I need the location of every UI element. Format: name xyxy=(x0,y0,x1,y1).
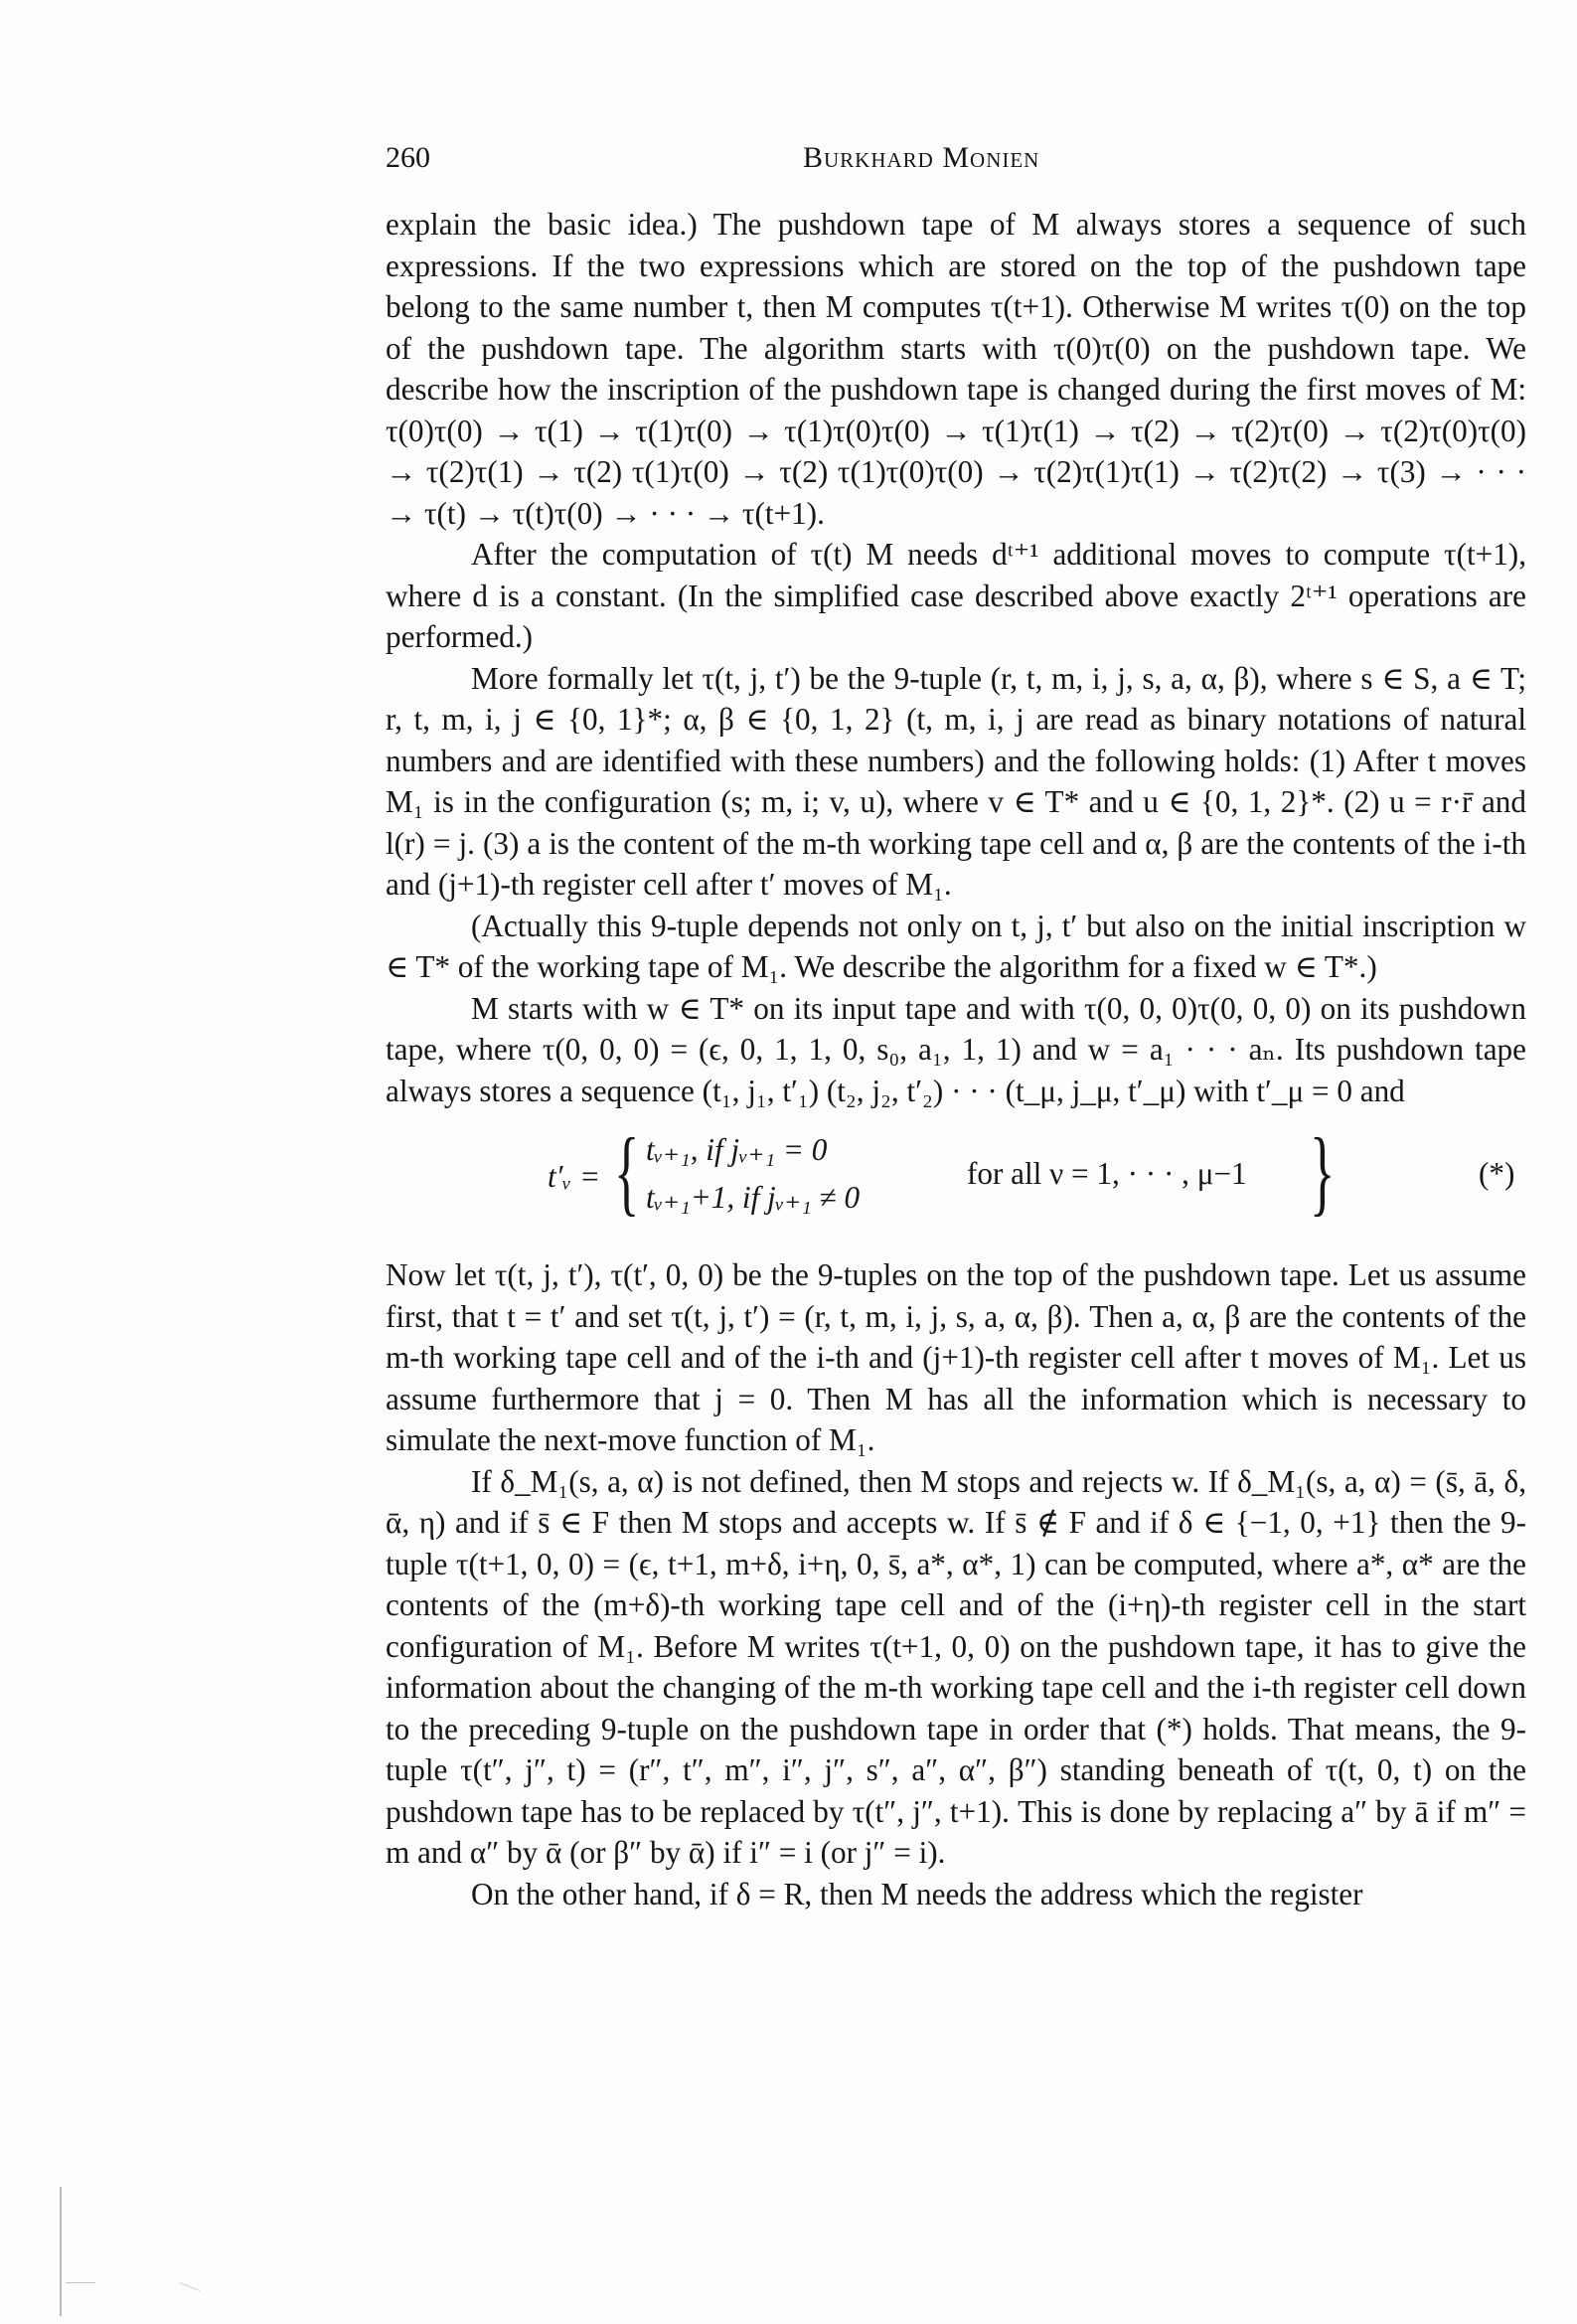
equation-lhs: t′ᵥ = xyxy=(548,1159,601,1194)
page-number: 260 xyxy=(386,141,430,174)
paragraph-4: (Actually this 9-tuple depends not only on t, j, t′ but also on the initial inscription w ∈ T* of the working tape of M₁. We describe the algorithm for a fixed w ∈ T*.) xyxy=(386,908,1526,984)
equation-tag: (*) xyxy=(1479,1156,1515,1191)
paragraph-7: If δ_M₁(s, a, α) is not defined, then M stops and rejects w. If δ_M₁(s, a, α) = (s̄, ā, δ, ᾱ, η) and if s̄ ∈ F then M stops and accepts w. If s̄ ∉ F and if δ ∈ {−1, 0, +1} then the 9-tuple τ(t+1, 0, 0) = (ϵ, t+1, m+δ, i+η, 0, s̄, a*, α*, 1) can be computed, where a*, α* are the contents of the (m+δ)-th working tape cell and of the (i+η)-th register cell in the start configuration of M₁. Before M writes τ(t+1, 0, 0) on the pushdown tape, it has to give the information about the changing of the m-th working tape cell and the i-th register cell down to the preceding 9-tuple on the pushdown tape in order that (*) holds. That means, the 9-tuple τ(t″, j″, t) = (r″, t″, m″, i″, j″, s″, a″, α″, β″) standing beneath of τ(t, 0, t) on the pushdown tape has to be replaced by τ(t″, j″, t+1). This is done by replacing a″ by ā if m″ = m and α″ by ᾱ (or β″ by ᾱ) if i″ = i (or j″ = i). xyxy=(386,1463,1526,1870)
equation-condition: for all ν = 1, · · · , μ−1 xyxy=(967,1156,1247,1191)
running-head: Burkhard Monien xyxy=(803,141,1040,174)
paragraph-5: M starts with w ∈ T* on its input tape and with τ(0, 0, 0)τ(0, 0, 0) on its pushdown tape, where τ(0, 0, 0) = (ϵ, 0, 1, 1, 0, s₀, a₁, 1, 1) and w = a₁ · · · aₙ. Its pushdown tape always stores a sequence (t₁, j₁, t′₁) (t₂, j₂, t′₂) · · · (t_μ, j_μ, t′_μ) with t′_μ = 0 and xyxy=(386,990,1526,1108)
paragraph-6: Now let τ(t, j, t′), τ(t′, 0, 0) be the 9-tuples on the top of the pushdown tape. Let us assume first, that t = t′ and set τ(t, j, t′) = (r, t, m, i, j, s, a, α, β). Then a, α, β are the contents of the m-th working tape cell and of the i-th and (j+1)-th register cell after t moves of M₁. Let us assume furthermore that j = 0. Then M has all the information which is necessary to simulate the next-move function of M₁. xyxy=(386,1257,1526,1457)
paragraph-3: More formally let τ(t, j, t′) be the 9-tuple (r, t, m, i, j, s, a, α, β), where s ∈ S, a ∈ T; r, t, m, i, j ∈ {0, 1}*; α, β ∈ {0, 1, 2} (t, m, i, j are read as binary notations of natural numbers and are identified with these numbers) and the following holds: (1) After t moves M₁ is in the configuration (s; m, i; v, u), where v ∈ T* and u ∈ {0, 1, 2}*. (2) u = r·r̄ and l(r) = j. (3) a is the content of the m-th working tape cell and α, β are the contents of the i-th and (j+1)-th register cell after t′ moves of M₁. xyxy=(386,660,1526,902)
paragraph-1: explain the basic idea.) The pushdown tape of M always stores a sequence of such expressions. If the two expressions which are stored on the top of the pushdown tape belong to the same number t, then M computes τ(t+1). Otherwise M writes τ(0) on the top of the pushdown tape. The algorithm starts with τ(0)τ(0) on the pushdown tape. We describe how the inscription of the pushdown tape is changed during the first moves of M: τ(0)τ(0) → τ(1) → τ(1)τ(0) → τ(1)τ(0)τ(0) → τ(1)τ(1) → τ(2) → τ(2)τ(0) → τ(2)τ(0)τ(0) → τ(2)τ(1) → τ(2) τ(1)τ(0) → τ(2) τ(1)τ(0)τ(0) → τ(2)τ(1)τ(1) → τ(2)τ(2) → τ(3) → · · · → τ(t) → τ(t)τ(0) → · · · → τ(t+1). xyxy=(386,207,1526,531)
paragraph-2: After the computation of τ(t) M needs dᵗ⁺¹ additional moves to compute τ(t+1), where d is a constant. (In the simplified case described above exactly 2ᵗ⁺¹ operations are performed.) xyxy=(386,537,1526,654)
equation-case-1: tᵥ₊₁, if jᵥ₊₁ = 0 xyxy=(646,1132,828,1167)
left-brace: { xyxy=(614,1118,640,1225)
display-equation xyxy=(386,1118,1526,1241)
scan-artifact-tick xyxy=(66,2282,95,2283)
scan-artifact-stroke xyxy=(180,2282,201,2291)
page-header xyxy=(386,141,1518,181)
right-brace: } xyxy=(1310,1118,1336,1225)
paragraph-8: On the other hand, if δ = R, then M needs the address which the register xyxy=(471,1876,1363,1911)
scan-artifact-line xyxy=(60,2187,62,2316)
body-text xyxy=(386,204,1526,1914)
equation-case-2: tᵥ₊₁+1, if jᵥ₊₁ ≠ 0 xyxy=(646,1180,861,1215)
